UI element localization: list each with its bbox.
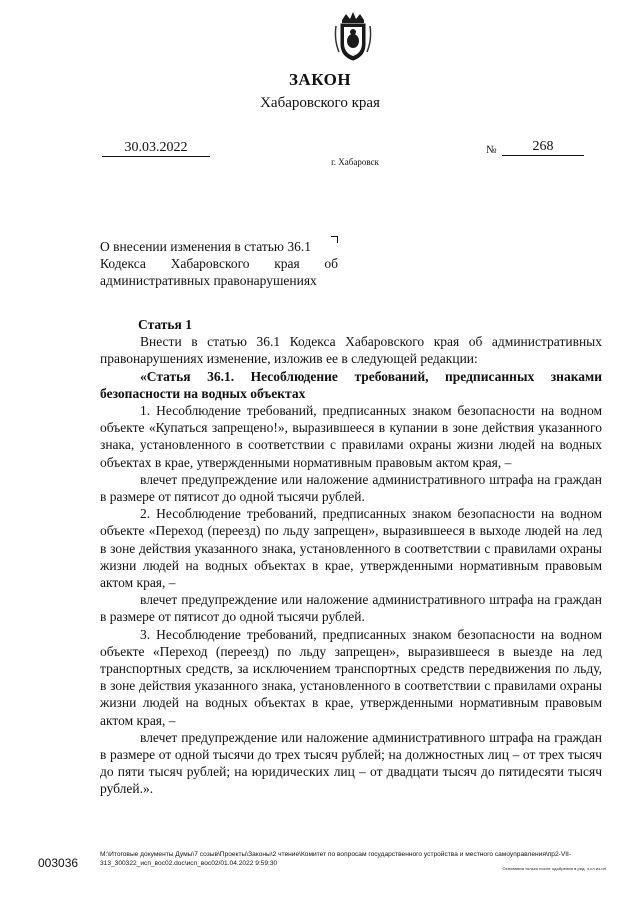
footer-small-note: Основания только после одобрения в ред. з.сл.из.ол <box>502 866 606 871</box>
number-sign: № <box>486 144 497 156</box>
document-code: 003036 <box>38 856 79 870</box>
new-article-title: «Статья 36.1. Несоблюдение требований, предписанных знаками безопасности на водных объектах <box>100 368 602 401</box>
subject-line-2: Кодекса Хабаровского края об <box>100 256 338 271</box>
law-body <box>100 316 602 798</box>
paragraph-2: 2. Несоблюдение требований, предписанных знаком безопасности на водном объекте «Переход (переезд) по льду запрещен», выразившееся в выходе людей на лед в зоне действия указанного знака, установленного в соответствии с правилами охраны жизни людей на водных объектах в крае, утвержденными нормативным правовым актом края, – <box>100 506 602 591</box>
paragraph-1-penalty: влечет предупреждение или наложение административного штрафа на граждан в размере от пятисот до одной тысячи рублей. <box>100 471 602 505</box>
city-label: г. Хабаровск <box>331 157 379 167</box>
paragraph-2-penalty: влечет предупреждение или наложение административного штрафа на граждан в размере от пятисот до одной тысячи рублей. <box>100 592 602 625</box>
law-region: Хабаровского края <box>260 95 380 111</box>
subject-line-1: О внесении изменения в статью 36.1 <box>100 239 311 254</box>
paragraph-3-penalty: влечет предупреждение или наложение административного штрафа на граждан в размере от одной тысячи до трех тысяч рублей; на должностных лиц – от трех тысяч до пяти тысяч рублей; на юридических лиц – от двадцати тысяч до пятидесяти тысяч рублей.». <box>100 729 602 797</box>
corner-mark <box>331 236 338 243</box>
law-date: 30.03.2022 <box>102 140 210 157</box>
khabarovsk-coat-of-arms-icon <box>333 10 373 62</box>
article-title: Статья 1 <box>138 317 192 332</box>
paragraph-1: 1. Несоблюдение требований, предписанных знаком безопасности на водном объекте «Купаться запрещено!», выразившееся в купании в зоне действия указанного знака, установленного в соответствии с правилами охраны жизни людей на водных объектах в крае, утвержденными нормативным правовым актом края, – <box>100 403 602 470</box>
law-subject <box>100 238 338 289</box>
paragraph-3: 3. Несоблюдение требований, предписанных знаком безопасности на водном объекте «Переход (переезд) по льду запрещен», выразившееся в выезде на лед транспортных средств, за исключением транспортных средств передвижения по льду, в зоне действия указанного знака, установленного в соответствии с правилами охраны жизни людей на водных объектах в крае, утвержденными нормативным правовым актом края, – <box>100 626 602 728</box>
file-path: M:\Итоговые документы Думы\7 созыв\Проекты\Законы\2 чтение\Комитет по вопросам государственного устройства и местного самоуправления\пр2-VII-313_300322_исп_вос02.doc\исп_вос02/01.04.2022 9:59:30 <box>100 851 572 867</box>
article-intro: Внести в статью 36.1 Кодекса Хабаровского края об административных правонарушениях изменение, изложив ее в следующей редакции: <box>100 334 602 367</box>
subject-line-3: административных правонарушениях <box>100 273 317 288</box>
law-title: ЗАКОН <box>288 70 352 89</box>
law-number: 268 <box>502 139 584 156</box>
